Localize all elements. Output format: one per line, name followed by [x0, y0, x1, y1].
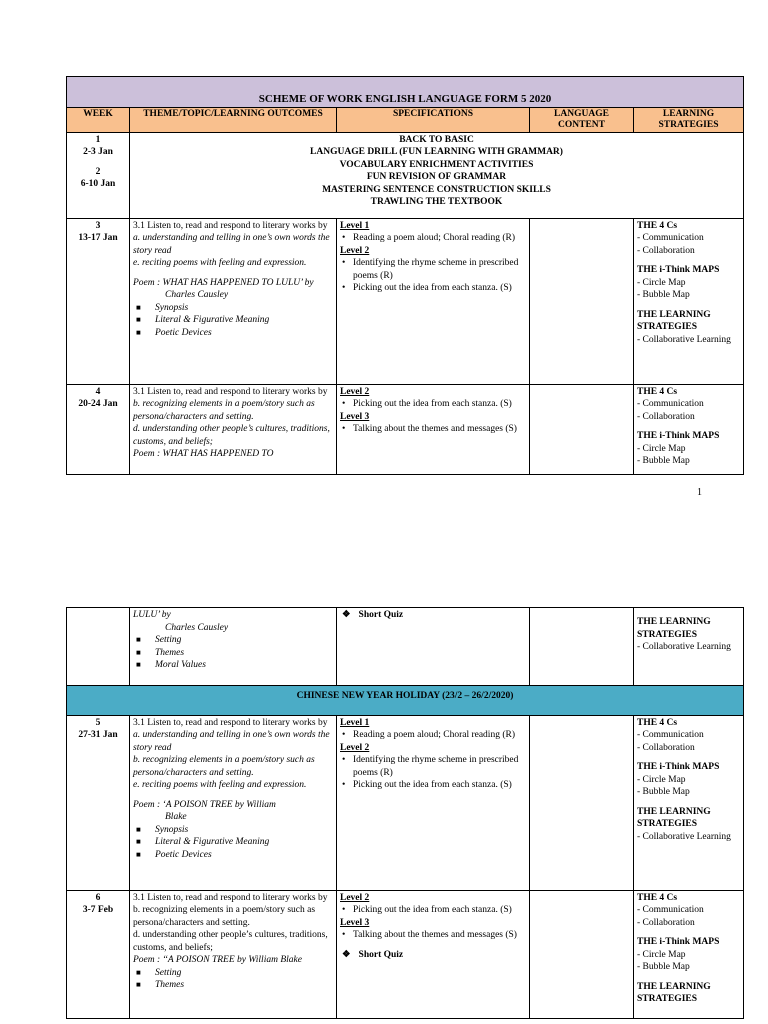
week-3-cell	[67, 218, 130, 384]
learning-outcome-d: d. understanding other people’s cultures, traditions, customs, and beliefs;	[133, 424, 330, 447]
strategy-item: - Bubble Map	[637, 456, 690, 466]
strategy-head: THE i-Think MAPS	[637, 431, 720, 441]
topic-list	[133, 634, 333, 672]
topic-item: ■ Poetic Devices	[133, 849, 333, 862]
header-language-content: LANGUAGE CONTENT	[530, 107, 634, 132]
learning-outcome-head: 3.1 Listen to, read and respond to literary works by	[133, 386, 328, 397]
page-number: 1	[697, 487, 702, 498]
strategy-head: THE LEARNING STRATEGIES	[637, 981, 711, 1004]
week-5-strategies	[634, 715, 744, 890]
topic-item: ■ Synopsis	[133, 824, 333, 837]
scheme-table-page-1	[66, 76, 744, 475]
level-label: Level 3	[340, 917, 370, 928]
continued-week	[67, 608, 130, 686]
strategy-item: - Circle Map	[637, 443, 686, 454]
week-number: 3	[95, 220, 101, 231]
topic-item: ■ Synopsis	[133, 302, 333, 315]
intro-activities	[130, 132, 744, 218]
holiday-row	[67, 686, 744, 716]
strategy-item: - Communication	[637, 905, 704, 915]
strategy-item: - Collaboration	[637, 742, 695, 753]
spec-item: • Reading a poem aloud; Choral reading (R)	[340, 729, 526, 742]
strategy-item: - Collaborative Learning	[637, 831, 731, 842]
strategy-item: - Communication	[637, 399, 704, 409]
strategy-head: THE 4 Cs	[637, 892, 678, 903]
poem-title: Poem : WHAT HAS HAPPENED TO	[133, 449, 274, 459]
strategy-head: THE i-Think MAPS	[637, 762, 720, 772]
week-3-language	[530, 218, 634, 384]
spec-item: • Identifying the rhyme scheme in prescribed poems (R)	[340, 257, 526, 282]
poem-title: LULU’ by	[133, 610, 171, 620]
topic-item: ■ Themes	[133, 647, 333, 660]
strategy-head: THE i-Think MAPS	[637, 937, 720, 947]
diamond-icon: ❖	[342, 949, 351, 960]
week-6-strategies	[634, 890, 744, 1018]
learning-outcome-head: 3.1 Listen to, read and respond to literary works by	[133, 717, 328, 728]
strategy-head: THE LEARNING STRATEGIES	[637, 617, 711, 640]
week-5-spec	[337, 715, 530, 890]
poem-title: Poem : ‘A POISON TREE by William	[133, 799, 276, 810]
continued-spec	[337, 608, 530, 686]
week-4-language	[530, 384, 634, 474]
week-3-row	[67, 218, 744, 384]
topic-item: ■ Poetic Devices	[133, 327, 333, 340]
level-label: Level 2	[340, 742, 370, 753]
learning-outcome-head: 3.1 Listen to, read and respond to literary works by	[133, 892, 328, 903]
week-4-spec	[337, 384, 530, 474]
week-5-theme	[130, 715, 337, 890]
week-4-cell	[67, 384, 130, 474]
week-5-row	[67, 715, 744, 890]
topic-list	[133, 967, 333, 992]
header-specifications: SPECIFICATIONS	[337, 107, 530, 132]
level-label: Level 1	[340, 717, 370, 728]
holiday-banner: CHINESE NEW YEAR HOLIDAY (23/2 – 26/2/2020)	[67, 686, 744, 716]
level-label: Level 1	[340, 220, 370, 231]
strategy-item: - Collaboration	[637, 411, 695, 422]
level-label: Level 2	[340, 245, 370, 256]
topic-item: ■ Setting	[133, 967, 333, 980]
learning-outcome-b: b. recognizing elements in a poem/story such as persona/characters and setting.	[133, 399, 315, 422]
poet-name: Charles Causley	[165, 290, 229, 300]
intro-line: MASTERING SENTENCE CONSTRUCTION SKILLS	[322, 184, 551, 195]
intro-line: BACK TO BASIC	[399, 134, 474, 145]
header-row	[67, 107, 744, 132]
poem-title: Poem : WHAT HAS HAPPENED TO LULU’ by	[133, 277, 314, 288]
strategy-item: - Collaborative Learning	[637, 642, 731, 652]
level-label: Level 2	[340, 386, 370, 397]
week-date: 3-7 Feb	[82, 905, 114, 915]
week-2-date: 6-10 Jan	[80, 179, 116, 189]
spec-item: • Identifying the rhyme scheme in prescribed poems (R)	[340, 754, 526, 779]
diamond-icon: ❖	[342, 610, 351, 620]
continued-row	[67, 608, 744, 686]
learning-outcome-a: a. understanding and telling in one’s own words the story read	[133, 233, 330, 256]
week-5-cell	[67, 715, 130, 890]
strategy-head: THE 4 Cs	[637, 220, 678, 231]
intro-line: LANGUAGE DRILL (FUN LEARNING WITH GRAMMAR)	[310, 147, 563, 157]
short-quiz	[340, 949, 526, 962]
week-number: 5	[95, 717, 101, 728]
learning-outcome-a: a. understanding and telling in one’s own words the story read	[133, 730, 330, 753]
poem-title: Poem : ‘‘A POISON TREE by William Blake	[133, 955, 302, 965]
spec-item: • Picking out the idea from each stanza. (S)	[340, 779, 526, 792]
strategy-item: - Communication	[637, 233, 704, 243]
poet-name: Charles Causley	[165, 622, 229, 633]
learning-outcome-b: b. recognizing elements in a poem/story such as persona/characters and setting.	[133, 755, 315, 778]
week-6-spec	[337, 890, 530, 1018]
spec-item: • Picking out the idea from each stanza. (S)	[340, 398, 526, 411]
learning-outcome-b: b. recognizing elements in a poem/story such as persona/characters and setting.	[133, 905, 316, 928]
spec-item: • Reading a poem aloud; Choral reading (R)	[340, 232, 526, 245]
topic-list	[133, 302, 333, 340]
quiz-label: Short Quiz	[358, 949, 404, 960]
week-6-theme	[130, 890, 337, 1018]
week-3-strategies	[634, 218, 744, 384]
topic-item: ■ Moral Values	[133, 659, 333, 672]
intro-line: TRAWLING THE TEXTBOOK	[370, 197, 503, 207]
intro-weeks	[67, 132, 130, 218]
strategy-item: - Circle Map	[637, 774, 686, 785]
spec-item: • Talking about the themes and messages (S)	[340, 929, 526, 942]
strategy-item: - Circle Map	[637, 277, 686, 288]
strategy-head: THE LEARNING STRATEGIES	[637, 806, 711, 829]
week-6-cell	[67, 890, 130, 1018]
week-2: 2	[95, 166, 101, 177]
strategy-item: - Bubble Map	[637, 787, 690, 797]
week-date: 20-24 Jan	[78, 399, 118, 409]
quiz-label: Short Quiz	[358, 610, 404, 620]
strategy-head: THE LEARNING STRATEGIES	[637, 309, 711, 332]
week-4-strategies	[634, 384, 744, 474]
scheme-table-page-2	[66, 607, 744, 1019]
intro-line: FUN REVISION OF GRAMMAR	[366, 172, 507, 182]
header-week: WEEK	[67, 107, 130, 132]
header-theme: THEME/TOPIC/LEARNING OUTCOMES	[130, 107, 337, 132]
intro-line: VOCABULARY ENRICHMENT ACTIVITIES	[339, 159, 534, 170]
learning-outcome-e: e. reciting poems with feeling and expression.	[133, 780, 307, 790]
topic-list	[133, 824, 333, 862]
topic-item: ■ Literal & Figurative Meaning	[133, 314, 333, 327]
strategy-head: THE i-Think MAPS	[637, 265, 720, 275]
poet-name: Blake	[165, 812, 187, 822]
week-number: 6	[95, 892, 101, 903]
week-6-language	[530, 890, 634, 1018]
week-4-row	[67, 384, 744, 474]
learning-outcome-e: e. reciting poems with feeling and expression.	[133, 258, 307, 268]
week-4-theme	[130, 384, 337, 474]
level-label: Level 3	[340, 411, 370, 422]
spec-item: • Talking about the themes and messages (S)	[340, 423, 526, 436]
spec-item: • Picking out the idea from each stanza. (S)	[340, 904, 526, 917]
week-1-date: 2-3 Jan	[83, 147, 113, 157]
short-quiz	[340, 609, 526, 622]
continued-language	[530, 608, 634, 686]
week-6-row	[67, 890, 744, 1018]
continued-theme	[130, 608, 337, 686]
document-title: SCHEME OF WORK ENGLISH LANGUAGE FORM 5 2020	[67, 77, 744, 108]
strategy-item: - Communication	[637, 730, 704, 740]
topic-item: ■ Themes	[133, 979, 333, 992]
strategy-item: - Collaboration	[637, 917, 695, 928]
strategy-item: - Collaboration	[637, 245, 695, 256]
topic-item: ■ Setting	[133, 634, 333, 647]
strategy-head: THE 4 Cs	[637, 386, 678, 397]
learning-outcome-d: d. understanding other people’s cultures, traditions, customs, and beliefs;	[133, 930, 328, 953]
level-label: Level 2	[340, 892, 370, 903]
strategy-head: THE 4 Cs	[637, 717, 678, 728]
week-5-language	[530, 715, 634, 890]
strategy-item: - Circle Map	[637, 949, 686, 960]
week-date: 13-17 Jan	[78, 233, 118, 243]
strategy-item: - Bubble Map	[637, 962, 690, 972]
week-1: 1	[95, 134, 101, 145]
spec-item: • Picking out the idea from each stanza. (S)	[340, 282, 526, 295]
week-3-theme	[130, 218, 337, 384]
learning-outcome-head: 3.1 Listen to, read and respond to literary works by	[133, 220, 328, 231]
strategy-item: - Bubble Map	[637, 290, 690, 300]
week-number: 4	[95, 386, 101, 397]
topic-item: ■ Literal & Figurative Meaning	[133, 836, 333, 849]
week-3-spec	[337, 218, 530, 384]
header-learning-strategies: LEARNING STRATEGIES	[634, 107, 744, 132]
week-date: 27-31 Jan	[78, 730, 118, 740]
continued-strategies	[634, 608, 744, 686]
title-row	[67, 77, 744, 108]
intro-row	[67, 132, 744, 218]
strategy-item: - Collaborative Learning	[637, 334, 731, 345]
